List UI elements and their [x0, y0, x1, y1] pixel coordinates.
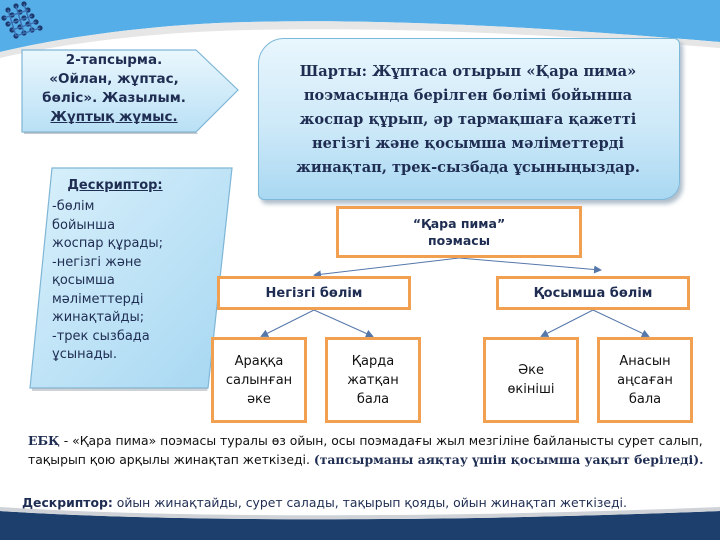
task-line: Жұптық жұмыс.	[50, 109, 178, 125]
leaf-line: Анасын	[619, 353, 671, 369]
ebk-paragraph	[28, 431, 718, 469]
leaf-line: әке	[247, 391, 271, 407]
descriptor-line: бойынша	[52, 217, 116, 233]
footer-descriptor-label: Дескриптор:	[22, 495, 113, 510]
branch-label: Қосымша бөлім	[533, 285, 653, 301]
task-line: «Ойлан, жұптас,	[49, 71, 179, 87]
leaf-line: Қарда	[351, 353, 395, 369]
leaf-line: Әке	[517, 363, 545, 378]
conditions-line: Шарты: Жұптаса отырып «Қара пима»	[299, 63, 637, 80]
leaf-line: салынған	[225, 372, 293, 388]
root-line: “Қара пима”	[412, 216, 506, 231]
leaf-box	[483, 337, 579, 423]
task-line: бөліс». Жазылым.	[42, 90, 186, 106]
leaf-box	[597, 337, 693, 423]
conditions-line: жинақтап, трек-сызбада ұсыныңыздар.	[296, 159, 640, 176]
conditions-text	[270, 60, 666, 180]
descriptor-line: мәліметтерді	[52, 291, 144, 307]
footer-band	[0, 505, 720, 540]
root-line: поэмасы	[428, 233, 490, 248]
diagram-root-box	[336, 206, 582, 258]
leaf-line: бала	[628, 391, 662, 407]
descriptor-title: Дескриптор:	[67, 178, 163, 193]
branch-label: Негізгі бөлім	[265, 285, 363, 301]
descriptor-line: қосымша	[52, 273, 115, 288]
descriptor-line: -трек сызбада	[52, 328, 150, 344]
conditions-line: жоспар құрып, әр тармақшаға қажетті	[299, 111, 637, 128]
task-line: 2-тапсырма.	[65, 52, 163, 68]
ebk-text: - «Қара пима» поэмасы туралы өз ойын, осы поэмадағы жыл мезгіліне байланысты сурет салып, тақырып қою арқылы жинақтап жеткізеді.	[28, 433, 703, 467]
leaf-line: жатқан	[347, 372, 399, 388]
task-label	[24, 51, 204, 131]
descriptor-line: -бөлім	[52, 199, 95, 214]
lattice-logo-icon	[0, 0, 48, 44]
leaf-line: өкініші	[507, 382, 555, 397]
leaf-line: аңсаған	[617, 372, 673, 388]
conditions-line: негізгі және қосымша мәліметтерді	[311, 135, 624, 152]
conditions-line: поэмасында берілген бөлімі бойынша	[303, 87, 633, 104]
footer-descriptor-text: ойын жинақтайды, сурет салады, тақырып қояды, ойын жинақтап жеткізеді.	[112, 495, 627, 510]
leaf-line: Араққа	[234, 353, 284, 369]
ebk-note: (тапсырманы аяқтау үшін қосымша уақыт беріледі).	[313, 452, 704, 467]
descriptor-line: ұсынады.	[52, 347, 117, 362]
descriptor-line: жинақтайды;	[52, 310, 145, 325]
ebk-label: ЕБҚ	[28, 433, 60, 448]
leaf-box	[325, 337, 421, 423]
descriptor-line: жоспар құрады;	[52, 236, 164, 251]
leaf-box	[211, 337, 307, 423]
descriptor-list	[52, 198, 192, 365]
branch-main-box	[217, 276, 411, 310]
descriptor-line: -негізгі және	[52, 254, 142, 270]
leaf-line: бала	[356, 391, 390, 407]
branch-extra-box	[496, 276, 690, 310]
